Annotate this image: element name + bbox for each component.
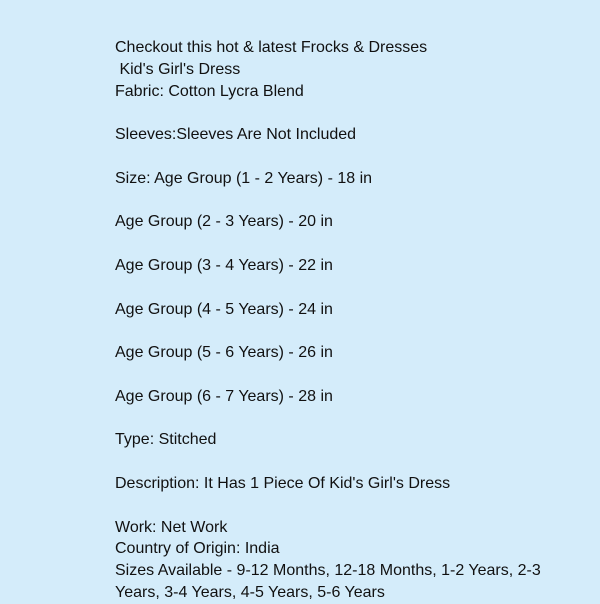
sleeves-text: Sleeves:Sleeves Are Not Included (115, 126, 357, 144)
spacer (115, 495, 555, 517)
spacer (115, 190, 555, 212)
spacer (115, 146, 555, 168)
country-of-origin-text: Country of Origin: India (115, 540, 280, 558)
heading-text: Checkout this hot & latest Frocks & Dresses (115, 39, 428, 56)
spacer (115, 451, 555, 473)
spacer (115, 277, 555, 299)
spacer (115, 320, 555, 342)
work-text: Work: Net Work (115, 518, 228, 536)
product-description-text (115, 37, 555, 604)
spacer (115, 102, 555, 124)
age-group-text: Age Group (6 - 7 Years) - 28 in (115, 387, 333, 405)
fabric-text: Fabric: Cotton Lycra Blend (115, 82, 304, 100)
age-group-text: Age Group (3 - 4 Years) - 22 in (115, 256, 333, 274)
size-text: Size: Age Group (1 - 2 Years) - 18 in (115, 169, 373, 187)
spacer (115, 233, 555, 255)
product-name-text: Kid's Girl's Dress (115, 60, 241, 78)
age-group-text: Age Group (5 - 6 Years) - 26 in (115, 344, 333, 362)
sizes-available-text: Sizes Available - 9-12 Months, 12-18 Months, 1-2 Years, 2-3 Years, 3-4 Years, 4-5 Years, 5-6 Years (115, 562, 541, 601)
spacer (115, 408, 555, 430)
age-group-text: Age Group (4 - 5 Years) - 24 in (115, 300, 333, 318)
spacer (115, 364, 555, 386)
type-text: Type: Stitched (115, 431, 217, 449)
description-text: Description: It Has 1 Piece Of Kid's Girl's Dress (115, 474, 451, 492)
age-group-text: Age Group (2 - 3 Years) - 20 in (115, 213, 333, 231)
